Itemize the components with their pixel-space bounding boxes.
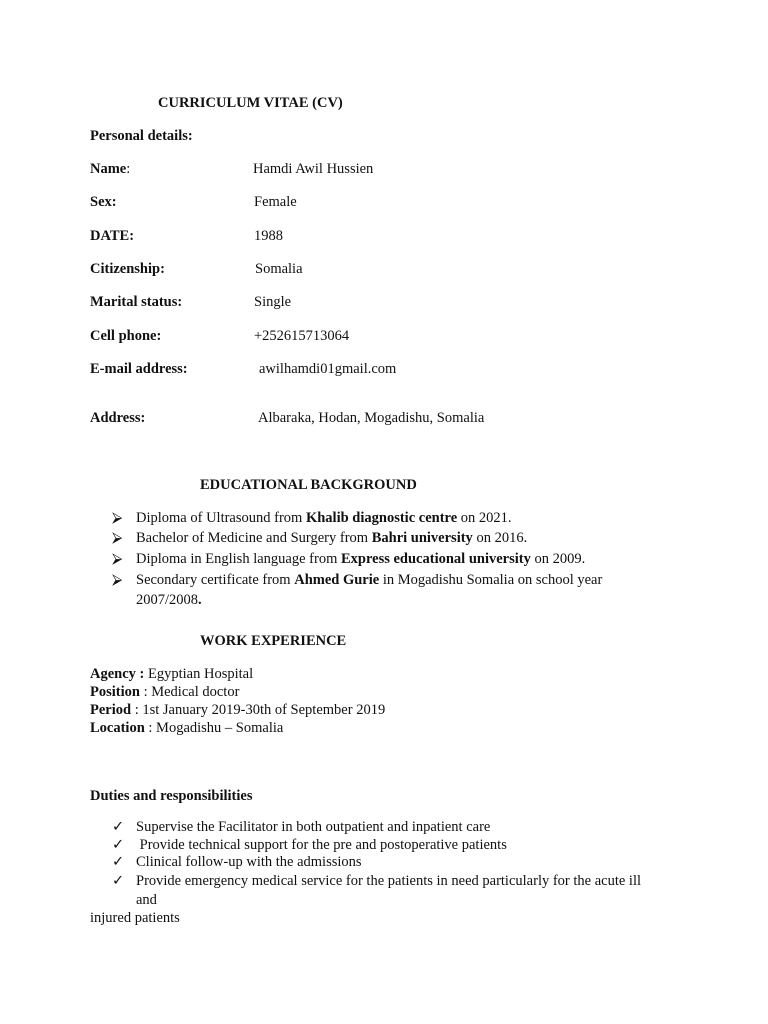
duty-item: ✓ Provide technical support for the pre and postoperative patients <box>112 837 507 853</box>
sex-label: Sex: <box>90 194 117 210</box>
check-bullet-icon: ✓ <box>112 854 125 870</box>
email-label: E-mail address: <box>90 361 188 377</box>
education-item: ⮚ Bachelor of Medicine and Surgery from Bahri university on 2016. <box>112 530 528 546</box>
check-bullet-icon: ✓ <box>112 837 125 853</box>
location-line: Location : Mogadishu – Somalia <box>90 720 284 736</box>
address-label: Address: <box>90 410 146 426</box>
address-value: Albaraka, Hodan, Mogadishu, Somalia <box>258 410 485 426</box>
duty-item: ✓ Supervise the Facilitator in both outpatient and inpatient care <box>112 819 491 835</box>
name-label: Name: <box>90 161 131 177</box>
education-item: ⮚ Diploma in English language from Express educational university on 2009. <box>112 551 586 567</box>
education-item: ⮚ Secondary certificate from Ahmed Gurie in Mogadishu Somalia on school year 2007/2008. <box>112 572 603 608</box>
marital-status-label: Marital status: <box>90 294 183 310</box>
arrow-bullet-icon: ⮚ <box>112 572 123 588</box>
citizenship-value: Somalia <box>255 261 303 277</box>
sex-value: Female <box>254 194 297 210</box>
education-item: ⮚ Diploma of Ultrasound from Khalib diagnostic centre on 2021. <box>112 510 512 526</box>
arrow-bullet-icon: ⮚ <box>112 530 123 546</box>
marital-status-value: Single <box>254 294 292 310</box>
arrow-bullet-icon: ⮚ <box>112 510 123 526</box>
work-experience-heading: WORK EXPERIENCE <box>200 633 347 649</box>
name-value: Hamdi Awil Hussien <box>253 161 374 177</box>
arrow-bullet-icon: ⮚ <box>112 551 123 567</box>
date-label: DATE: <box>90 228 135 244</box>
duty-trailing-text: injured patients <box>90 910 180 926</box>
duty-item: ✓ Clinical follow-up with the admissions <box>112 854 362 870</box>
citizenship-label: Citizenship: <box>90 261 165 277</box>
duty-item-continuation: and <box>136 892 157 908</box>
duties-heading: Duties and responsibilities <box>90 788 253 804</box>
period-line: Period : 1st January 2019-30th of September 2019 <box>90 702 386 718</box>
cell-phone-value: +252615713064 <box>254 328 350 344</box>
duty-item: ✓ Provide emergency medical service for the patients in need particularly for the acute ill <box>112 873 642 889</box>
date-value: 1988 <box>254 228 283 244</box>
position-line: Position : Medical doctor <box>90 684 240 700</box>
education-heading: EDUCATIONAL BACKGROUND <box>200 477 417 493</box>
cv-title: CURRICULUM VITAE (CV) <box>158 95 343 111</box>
personal-details-heading: Personal details: <box>90 128 193 144</box>
check-bullet-icon: ✓ <box>112 873 125 889</box>
check-bullet-icon: ✓ <box>112 819 125 835</box>
cell-phone-label: Cell phone: <box>90 328 162 344</box>
agency-line: Agency : Egyptian Hospital <box>90 666 254 682</box>
email-value: awilhamdi01gmail.com <box>259 361 397 377</box>
